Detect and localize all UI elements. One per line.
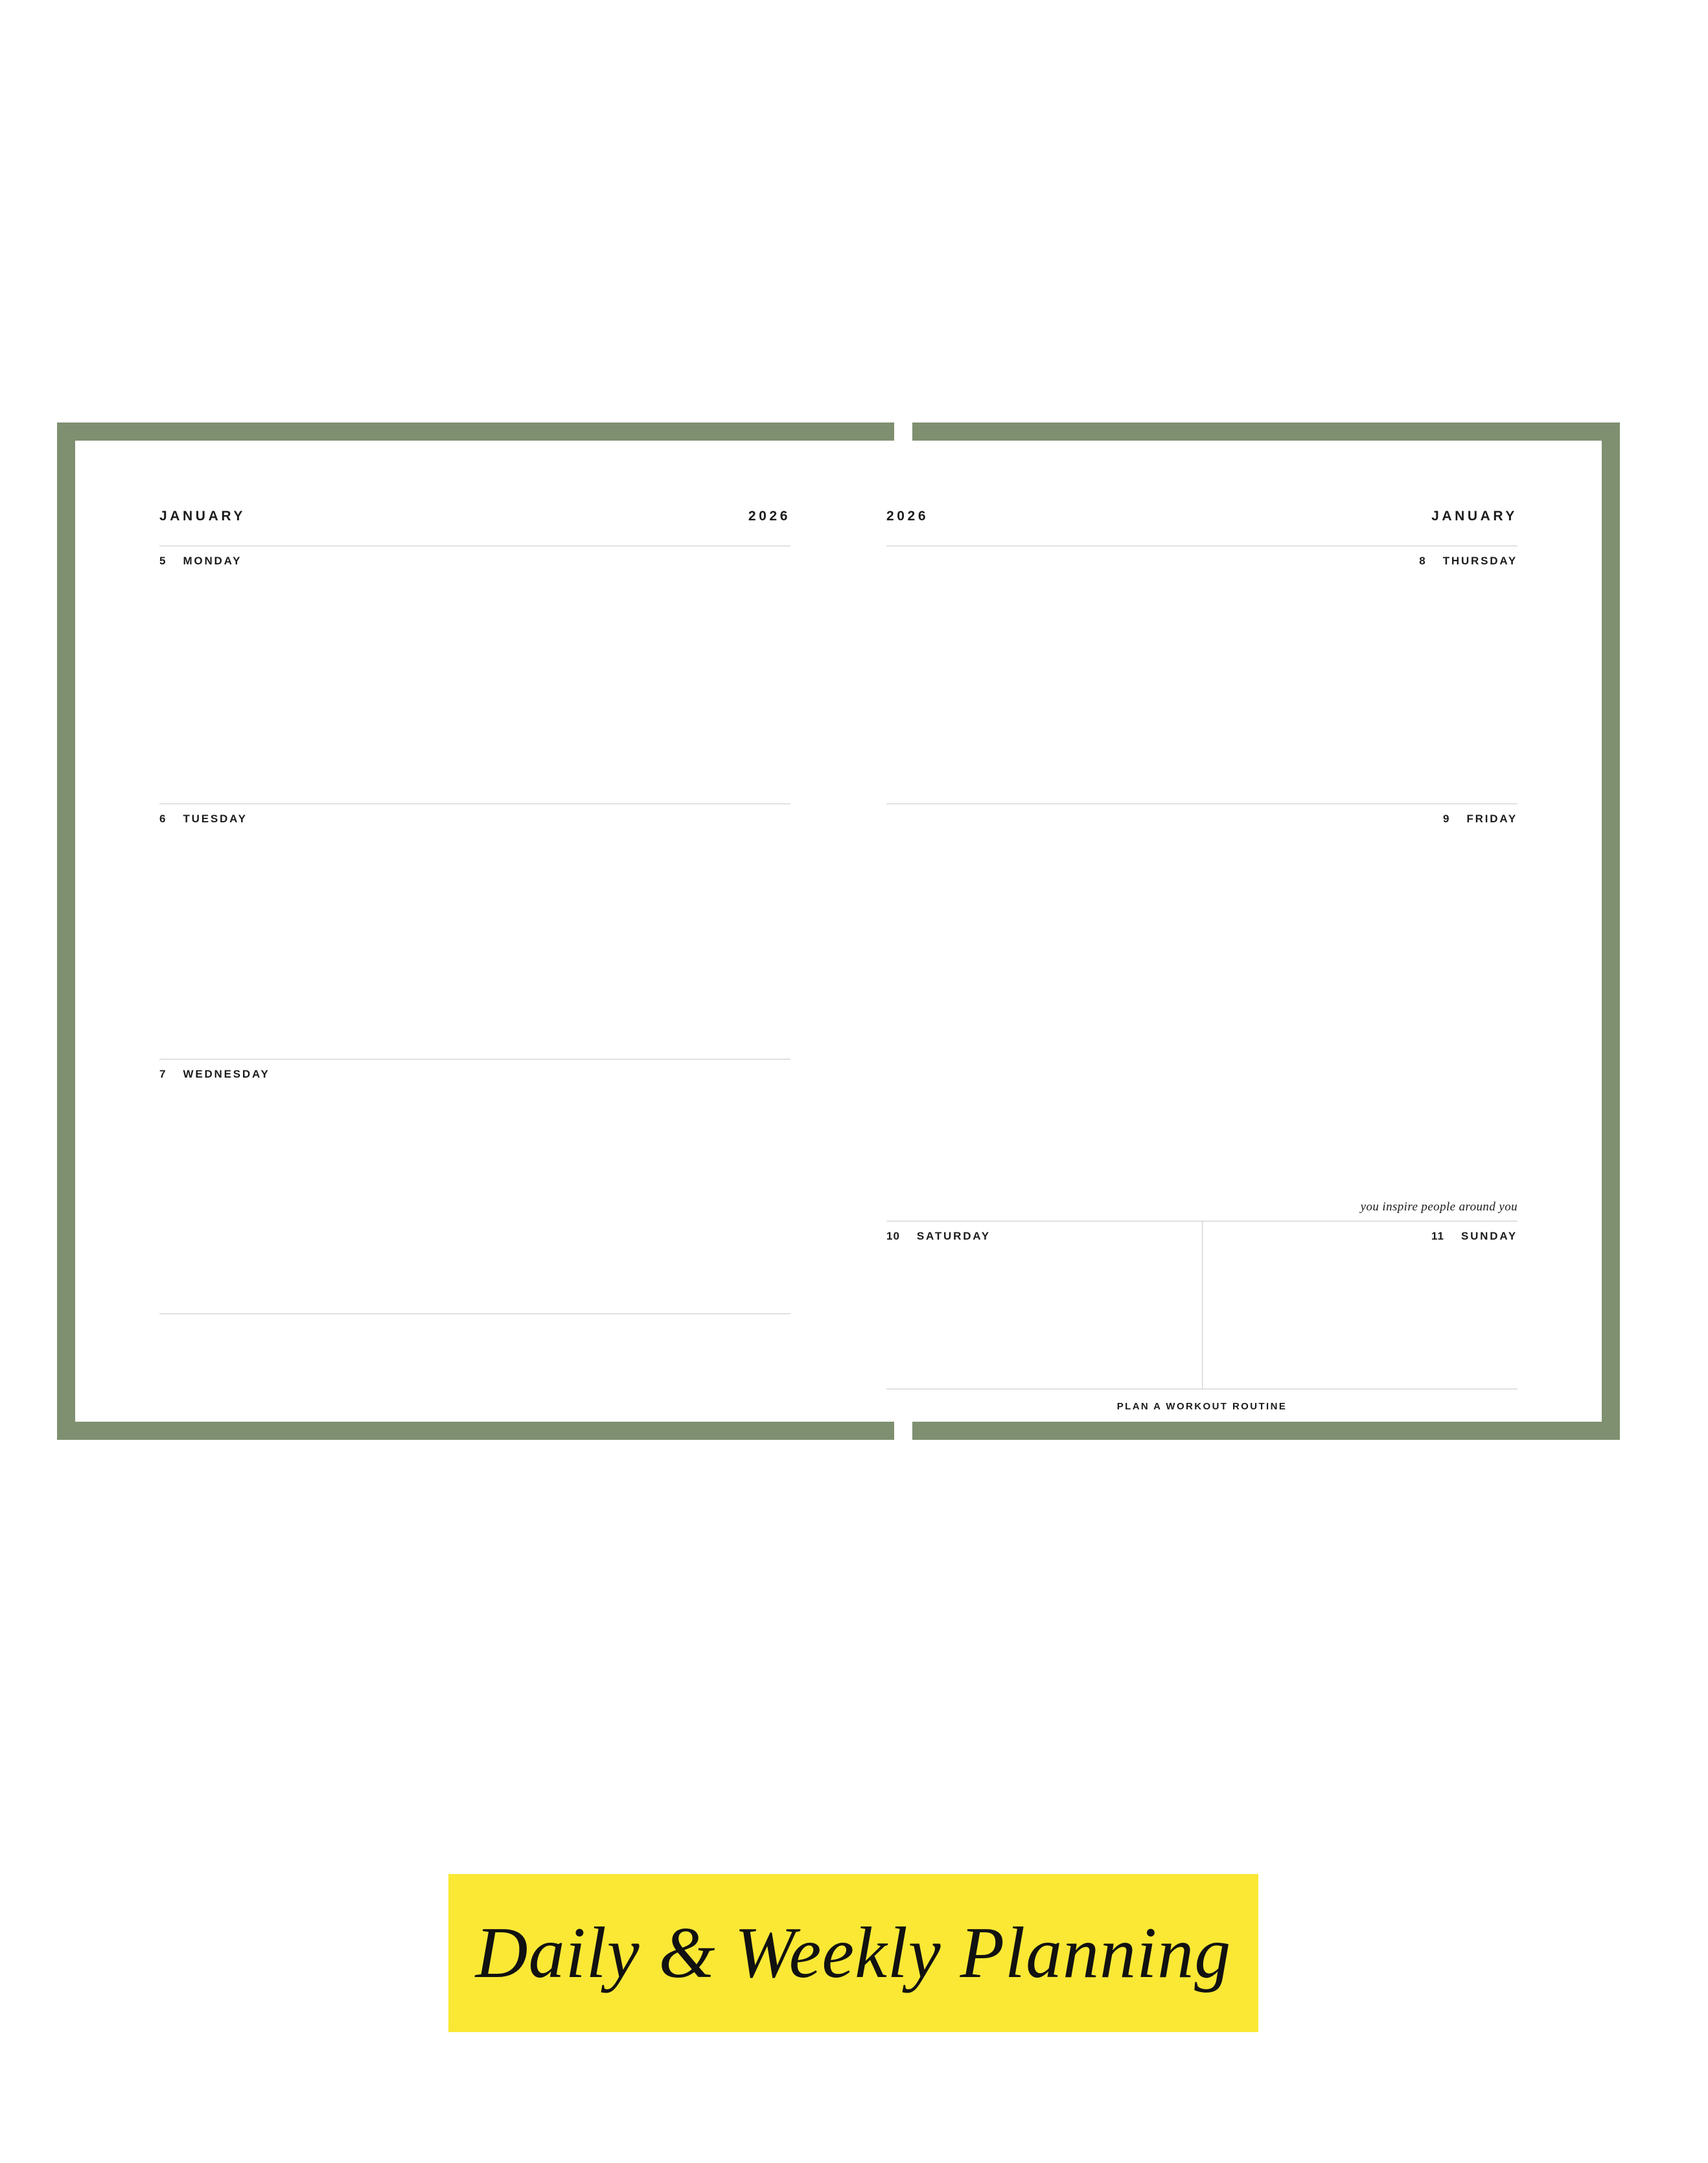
right-page-year: 2026 — [886, 509, 929, 524]
banner-title: Daily & Weekly Planning — [475, 1912, 1232, 1993]
day-number-saturday: 10 — [886, 1230, 900, 1242]
day-block-friday[interactable] — [886, 804, 1518, 1059]
day-number-monday: 5 — [159, 555, 167, 567]
right-page-header — [886, 505, 1518, 527]
day-block-saturday[interactable] — [886, 1221, 1203, 1389]
left-page-header — [159, 505, 791, 527]
day-name-tuesday: TUESDAY — [183, 813, 248, 825]
day-label-sunday — [1203, 1221, 1518, 1243]
day-block-sunday[interactable] — [1203, 1221, 1518, 1389]
day-label-monday — [159, 546, 791, 568]
left-page — [75, 441, 840, 1422]
day-block-wednesday[interactable] — [159, 1059, 791, 1314]
day-name-saturday: SATURDAY — [916, 1230, 991, 1242]
right-page — [837, 441, 1602, 1422]
day-name-sunday: SUNDAY — [1460, 1230, 1518, 1242]
day-name-wednesday: WEDNESDAY — [183, 1068, 270, 1080]
day-label-saturday — [886, 1221, 1202, 1243]
inspirational-quote: you inspire people around you — [1360, 1200, 1518, 1214]
day-block-tuesday[interactable] — [159, 804, 791, 1059]
day-label-thursday — [886, 546, 1518, 568]
day-number-tuesday: 6 — [159, 813, 167, 825]
day-name-friday: FRIDAY — [1466, 813, 1518, 825]
planner-spread — [57, 422, 1620, 1440]
right-page-month: JANUARY — [1431, 509, 1518, 524]
day-number-friday: 9 — [1443, 813, 1450, 825]
day-label-wednesday — [159, 1059, 791, 1081]
day-block-monday[interactable] — [159, 546, 791, 804]
day-label-friday — [886, 804, 1518, 826]
day-number-thursday: 8 — [1419, 555, 1426, 567]
day-number-sunday: 11 — [1431, 1230, 1444, 1242]
weekly-task-note: PLAN A WORKOUT ROUTINE — [1116, 1401, 1287, 1412]
day-number-wednesday: 7 — [159, 1068, 167, 1080]
left-page-month: JANUARY — [159, 509, 246, 524]
weekend-block — [886, 1221, 1518, 1389]
day-label-tuesday — [159, 804, 791, 826]
day-name-monday: MONDAY — [183, 555, 242, 567]
left-page-year: 2026 — [748, 509, 791, 524]
day-name-thursday: THURSDAY — [1442, 555, 1518, 567]
day-block-thursday[interactable] — [886, 546, 1518, 804]
bottom-banner — [448, 1874, 1258, 2032]
